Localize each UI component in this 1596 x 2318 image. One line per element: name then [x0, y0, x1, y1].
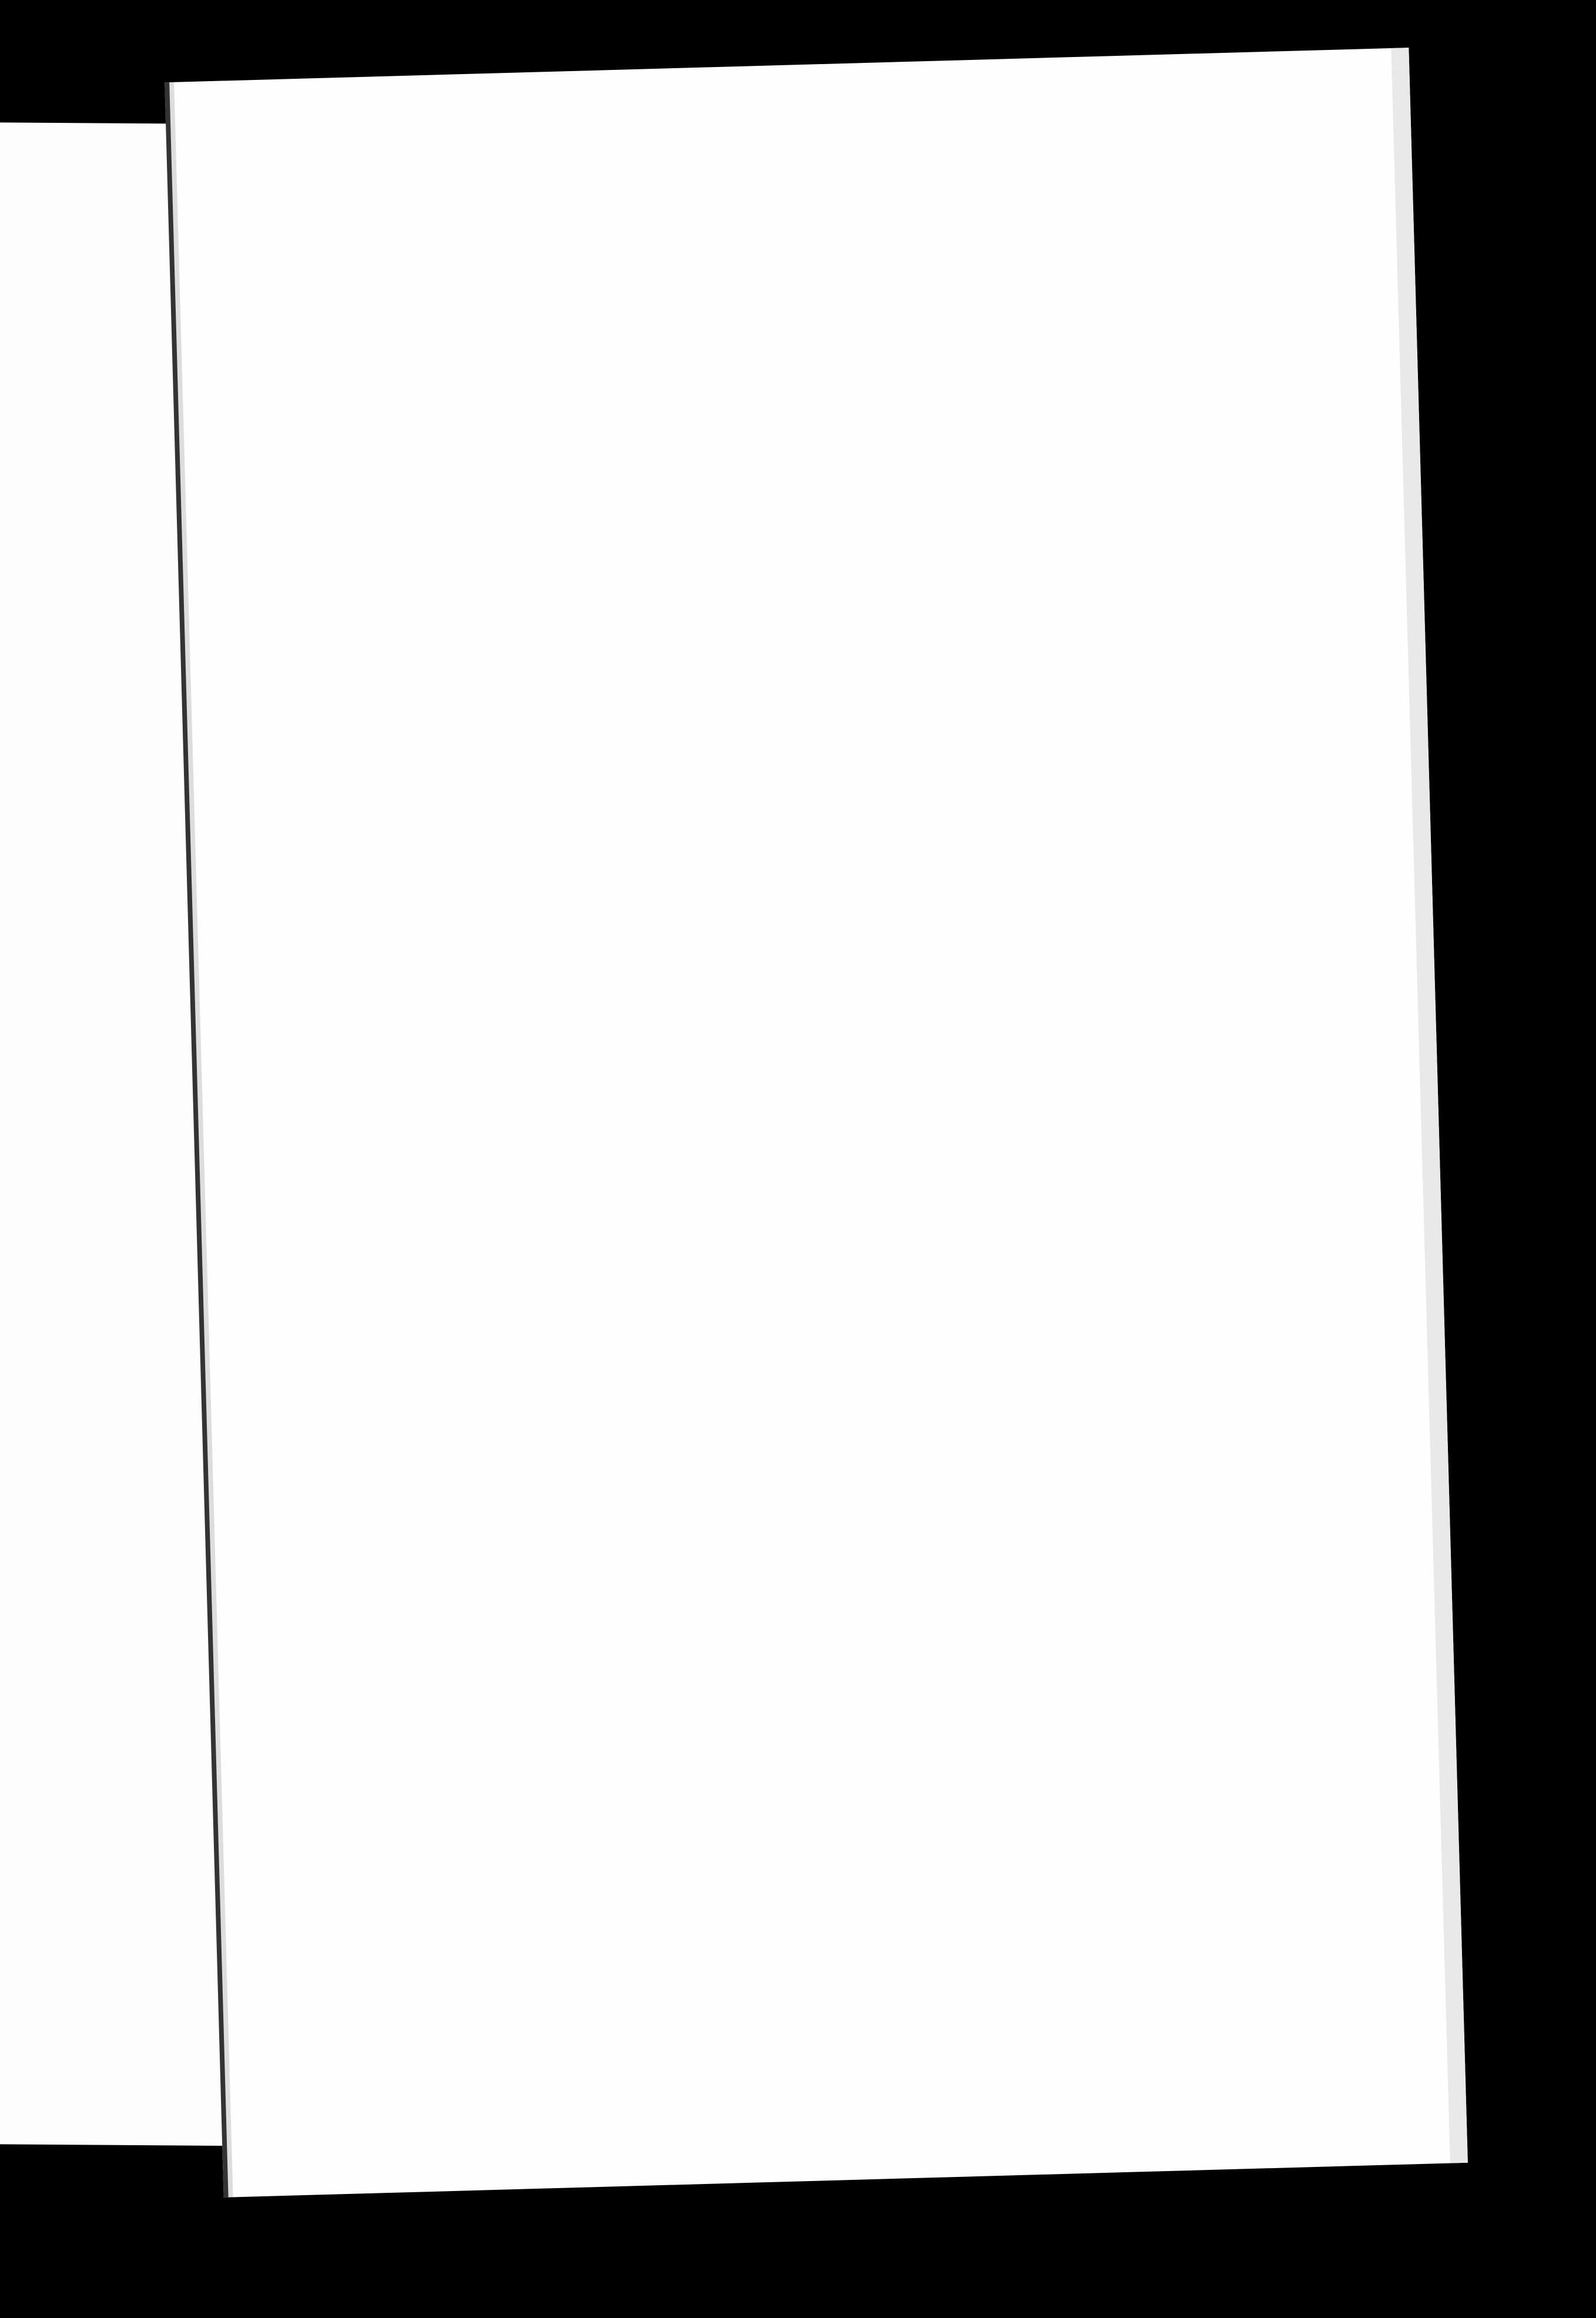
right-page	[165, 48, 1468, 2198]
body-text	[240, 283, 1292, 313]
page-edge	[1391, 48, 1468, 2163]
